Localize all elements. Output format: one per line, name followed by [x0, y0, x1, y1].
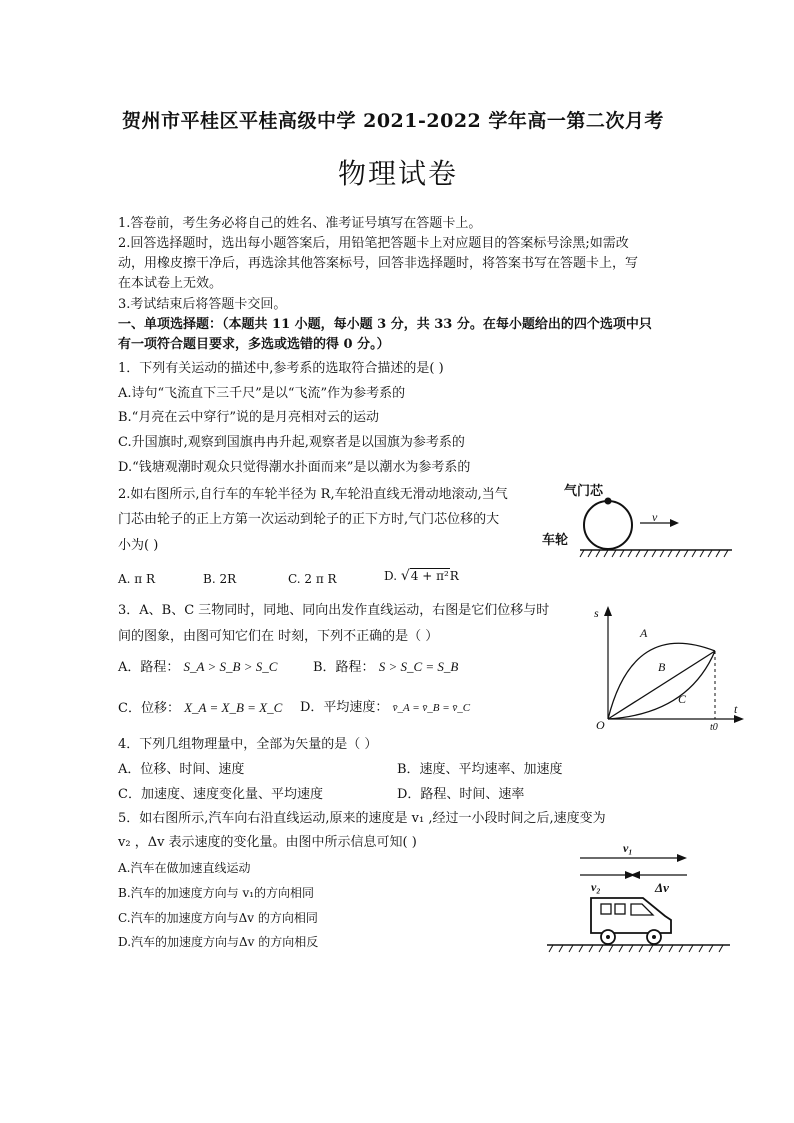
q2-option-c: C. 2 π R: [288, 572, 337, 586]
q1-option-c: C.升国旗时,观察到国旗冉冉升起,观察者是以国旗为参考系的: [118, 435, 465, 450]
q4-option-d: D．路程、时间、速率: [397, 787, 525, 802]
q3-option-b: B．路程： S > S_C = S_B: [313, 659, 459, 675]
valve-dot: [605, 498, 612, 505]
q5-option-b: B.汽车的加速度方向与 v₁的方向相同: [118, 886, 315, 900]
label-c: C: [678, 692, 687, 706]
question-2-stem: 门芯由轮子的正上方第一次运动到轮子的正下方时,气门芯位移的大: [118, 512, 500, 527]
car-figure: [545, 838, 745, 958]
q3-option-d-math: v̄_A = v̄_B = v̄_C: [392, 702, 471, 714]
question-1-stem: 1．下列有关运动的描述中,参考系的选取符合描述的是( ): [118, 361, 444, 376]
q3-option-b-math: S > S_C = S_B: [378, 659, 459, 674]
question-4-stem: 4．下列几组物理量中，全部为矢量的是（ ）: [118, 737, 378, 752]
q3-option-a-math: S_A > S_B > S_C: [183, 659, 278, 674]
q3-option-c-math: X_A = X_B = X_C: [184, 700, 283, 715]
origin-label: O: [596, 718, 605, 732]
question-3-stem: 3．A、B、C 三物同时，同地、同向出发作直线运动，右图是它们位移与时: [118, 603, 550, 618]
section-heading: 有一项符合题目要求，多选或选错的得 0 分。）: [118, 337, 390, 352]
instruction-line: 在本试卷上无效。: [118, 276, 223, 291]
q5-option-d: D.汽车的加速度方向与Δv 的方向相反: [118, 935, 319, 949]
wheel-figure: [540, 478, 740, 558]
instruction-line: 2.回答选择题时，选出每小题答案后，用铅笔把答题卡上对应题目的答案标号涂黑;如需改: [118, 236, 629, 251]
q5-option-c: C.汽车的加速度方向与Δv 的方向相同: [118, 911, 318, 925]
question-2-stem: 2.如右图所示,自行车的车轮半径为 R,车轮沿直线无滑动地滚动,当气: [118, 487, 508, 502]
st-graph-figure: [588, 604, 748, 744]
label-b: B: [658, 660, 666, 674]
question-5-stem: v₂ ，Δv 表示速度的变化量。由图中所示信息可知( ): [118, 835, 417, 850]
t0-label: t0: [710, 722, 718, 733]
section-heading: 一、单项选择题：（本题共 11 小题，每小题 3 分，共 33 分。在每小题给出的四个选项中只: [118, 317, 652, 332]
valve-label: 气门芯: [564, 484, 604, 499]
q4-option-a: A．位移、时间、速度: [118, 762, 245, 777]
wheel-label: 车轮: [542, 533, 569, 548]
q5-option-a: A.汽车在做加速直线运动: [118, 861, 251, 875]
q1-option-d: D.“钱塘观潮时观众只觉得潮水扑面而来”是以潮水为参考系的: [118, 460, 471, 475]
q4-option-b: B．速度、平均速率、加速度: [397, 762, 563, 777]
q2-option-a: A. π R: [118, 572, 156, 586]
q2-option-b: B. 2R: [203, 572, 237, 586]
q1-option-a: A.诗句“飞流直下三千尺”是以“飞流”作为参考系的: [118, 386, 406, 401]
v1-label: v₁: [623, 841, 633, 855]
exam-title: 贺州市平桂区平桂高级中学 2021-2022 学年高一第二次月考: [122, 110, 664, 132]
q4-option-c: C．加速度、速度变化量、平均速度: [118, 787, 323, 802]
s-axis-label: s: [594, 606, 599, 620]
velocity-label: v: [652, 510, 658, 524]
question-3-stem: 间的图象，由图可知它们在 时刻，下列不正确的是（ ）: [118, 629, 439, 644]
curve-a: [608, 643, 715, 719]
question-2-stem: 小为( ): [118, 538, 159, 553]
q3-option-c: C．位移： X_A = X_B = X_C: [118, 700, 283, 716]
instruction-line: 1.答卷前，考生务必将自己的姓名、准考证号填写在答题卡上。: [118, 216, 482, 231]
exam-subtitle: 物理试卷: [338, 157, 459, 190]
q2-option-d: D. √4 + π²R: [384, 568, 459, 584]
v2-label: v₂: [591, 880, 601, 894]
q3-option-a: A．路程： S_A > S_B > S_C: [118, 659, 278, 675]
instruction-line: 3.考试结束后将答题卡交回。: [118, 297, 287, 312]
t-axis-label: t: [734, 702, 738, 716]
q1-option-b: B.“月亮在云中穿行”说的是月亮相对云的运动: [118, 410, 379, 425]
q3-option-d: D．平均速度： v̄_A = v̄_B = v̄_C: [300, 700, 471, 715]
question-5-stem: 5．如右图所示,汽车向右沿直线运动,原来的速度是 v₁ ,经过一小段时间之后,速度变为: [118, 811, 606, 826]
instruction-line: 动，用橡皮擦干净后，再选涂其他答案标号，回答非选择题时，将答案书写在答题卡上，写: [118, 256, 639, 271]
label-a: A: [640, 626, 648, 640]
delta-v-label: Δv: [655, 880, 669, 895]
